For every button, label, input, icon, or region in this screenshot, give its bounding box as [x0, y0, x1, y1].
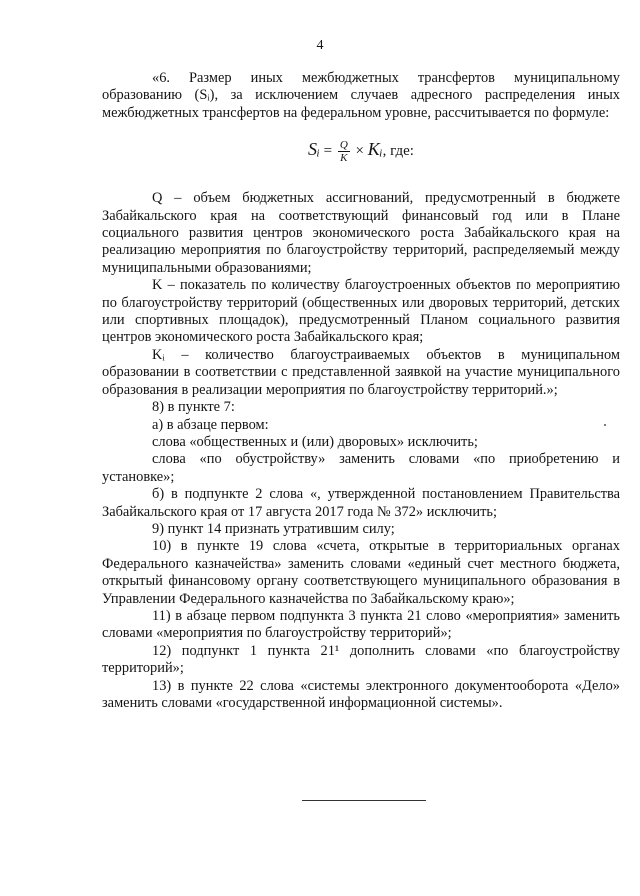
formula — [102, 134, 620, 164]
formula-denominator: K — [340, 152, 348, 165]
paragraph-item-8: 8) в пункте 7: — [152, 399, 235, 416]
paragraph-item-12: 12) подпункт 1 пункта 21¹ дополнить словами «по благоустройству территорий»; — [102, 642, 620, 677]
formula-lhs: Sᵢ — [308, 139, 320, 160]
formula-times: × — [355, 143, 364, 160]
formula-equals: = — [323, 143, 333, 160]
document-body — [102, 70, 620, 712]
paragraph-item-9: 9) пункт 14 признать утратившим силу; — [152, 520, 395, 537]
paragraph-q-definition: Q – объем бюджетных ассигнований, предусмотренный в бюджете Забайкальского края на соответствующий финансовый год или в Плане социального развития центров экономического роста Забайкальского края на реализацию мероприятия по благоустройству территорий, распределяемый между муниципальными образованиями; — [102, 190, 620, 276]
formula-fraction — [338, 139, 350, 164]
paragraph-item-10: 10) в пункте 19 слова «счета, открытые в территориальных органах Федерального казначейства» заменить словами «единый счет местного бюджета, открытый финансовому органу соответствующего муниципального образования в Управлении Федерального казначейства по Забайкальскому краю»; — [102, 538, 620, 607]
scan-speck — [604, 424, 606, 426]
paragraph-item-11: 11) в абзаце первом подпункта 3 пункта 21 слово «мероприятия» заменить словами «мероприятия по благоустройству территорий»; — [102, 607, 620, 642]
page-number: 4 — [316, 38, 324, 53]
paragraph-item-8a: а) в абзаце первом: — [152, 416, 269, 433]
formula-suffix: , где: — [382, 143, 414, 160]
paragraph-item-8a-2: слова «по обустройству» заменить словами «по приобретению и установке»; — [102, 451, 620, 485]
paragraph-item-13: 13) в пункте 22 слова «системы электронного документооборота «Дело» заменить словами «государственной информационной системы». — [102, 677, 620, 711]
formula-rhs: Kᵢ — [367, 139, 383, 160]
paragraph-item-8b: б) в подпункте 2 слова «, утвержденной постановлением Правительства Забайкальского края от 17 августа 2017 года № 372» исключить; — [102, 486, 620, 520]
paragraph-item-8a-1: слова «общественных и (или) дворовых» исключить; — [152, 433, 478, 450]
intro-paragraph: «6. Размер иных межбюджетных трансфертов муниципальному образованию (Sᵢ), за исключением случаев адресного распределения иных межбюджетных трансфертов на федеральном уровне, рассчитывается по формуле: — [102, 70, 620, 121]
paragraph-k-definition: K – показатель по количеству благоустроенных объектов по мероприятию по благоустройству территорий (общественных или дворовых территорий, детских или спортивных площадок), предусмотренный Планом социального развития центров экономического роста Забайкальского края; — [102, 277, 620, 346]
formula-numerator: Q — [339, 139, 348, 152]
paragraph-ki-definition: Kᵢ – количество благоустраиваемых объектов в муниципальном образовании в соответствии с представленной заявкой на участие муниципального образования в реализации мероприятия по благоустройству территорий.»; — [102, 346, 620, 398]
end-separator-line — [302, 800, 426, 801]
